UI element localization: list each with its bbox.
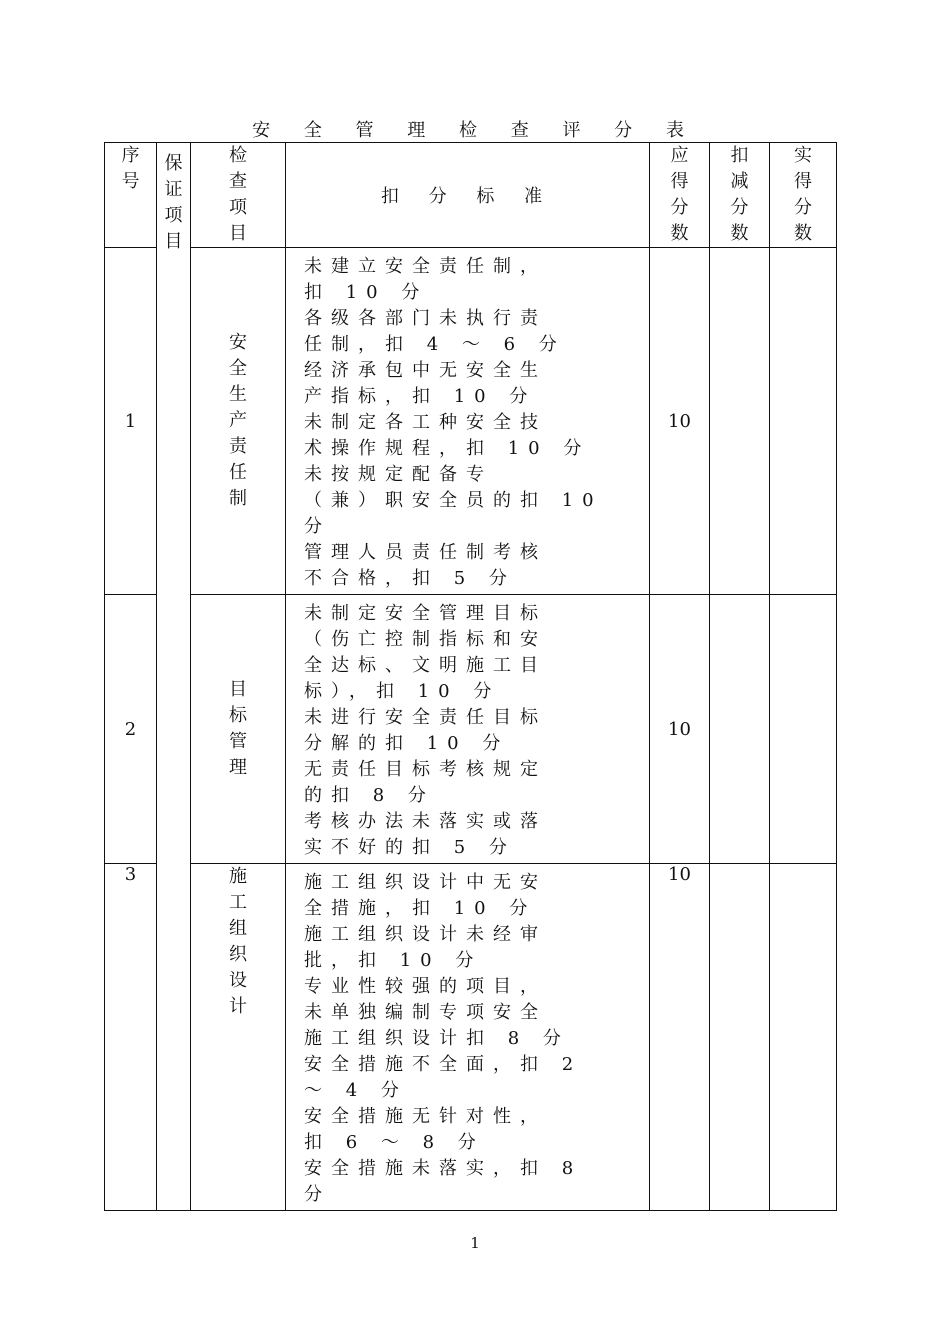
- row-deduct-score: [710, 864, 770, 1211]
- criteria-line: （兼）职安全员的扣 10: [304, 490, 603, 511]
- header-criteria: 扣 分 标 准: [286, 143, 650, 248]
- criteria-line: 产指标，扣 10 分: [304, 386, 537, 407]
- criteria-line: 未制定各工种安全技: [304, 412, 547, 433]
- row-check-item: 目 标 管 理: [191, 595, 286, 864]
- criteria-line: 标），扣 10 分: [304, 681, 501, 702]
- criteria-line: 管理人员责任制考核: [304, 542, 547, 563]
- criteria-line: 考核办法未落实或落: [304, 811, 547, 832]
- criteria-line: 施工组织设计未经审: [304, 924, 547, 945]
- group-label-cell: [157, 143, 191, 1211]
- criteria-line: 任制，扣 4 ～ 6 分: [304, 334, 566, 355]
- criteria-line: 不合格，扣 5 分: [304, 568, 516, 589]
- page-number: 1: [470, 1234, 480, 1252]
- header-row: [105, 143, 837, 248]
- header-seq: 序 号: [105, 143, 157, 248]
- criteria-line: 安全措施不全面，扣 2: [304, 1054, 583, 1075]
- criteria-line: 分: [304, 1184, 331, 1205]
- header-actual-score: 实 得 分 数: [770, 143, 837, 248]
- criteria-line: 专业性较强的项目，: [304, 976, 547, 997]
- criteria-line: ～ 4 分: [304, 1080, 408, 1101]
- criteria-line: 安全措施未落实，扣 8: [304, 1158, 583, 1179]
- header-should-score: 应 得 分 数: [650, 143, 710, 248]
- criteria-line: 无责任目标考核规定: [304, 759, 547, 780]
- criteria-line: 实不好的扣 5 分: [304, 837, 516, 858]
- criteria-line: 施工组织设计中无安: [304, 872, 547, 893]
- criteria-line: 未建立安全责任制，: [304, 256, 547, 277]
- criteria-line: 未单独编制专项安全: [304, 1002, 547, 1023]
- row-should-score: 10: [650, 248, 710, 595]
- row-seq: 2: [105, 595, 157, 864]
- criteria-line: 扣 6 ～ 8 分: [304, 1132, 485, 1153]
- table-row: [105, 595, 837, 864]
- criteria-line: 批，扣 10 分: [304, 950, 483, 971]
- document-title: 安 全 管 理 检 查 评 分 表: [252, 120, 698, 141]
- criteria-line: 各级各部门未执行责: [304, 308, 547, 329]
- header-deduct-score: 扣 减 分 数: [710, 143, 770, 248]
- row-check-item: 施 工 组 织 设 计: [191, 864, 286, 1211]
- criteria-line: 安全措施无针对性，: [304, 1106, 547, 1127]
- row-actual-score: [770, 248, 837, 595]
- header-check-item: 检 查 项 目: [191, 143, 286, 248]
- row-criteria: [286, 864, 650, 1211]
- criteria-line: 分: [304, 516, 331, 537]
- row-should-score: 10: [650, 864, 710, 1211]
- criteria-line: （伤亡控制指标和安: [304, 629, 547, 650]
- row-criteria: [286, 248, 650, 595]
- row-check-item: 安 全 生 产 责 任 制: [191, 248, 286, 595]
- table-row: [105, 248, 837, 595]
- row-deduct-score: [710, 595, 770, 864]
- criteria-line: 未制定安全管理目标: [304, 603, 547, 624]
- row-should-score: 10: [650, 595, 710, 864]
- row-criteria: [286, 595, 650, 864]
- row-seq: 3: [105, 864, 157, 1211]
- row-actual-score: [770, 864, 837, 1211]
- row-deduct-score: [710, 248, 770, 595]
- row-seq: 1: [105, 248, 157, 595]
- row-actual-score: [770, 595, 837, 864]
- safety-scoring-table: [104, 142, 837, 1211]
- criteria-line: 的扣 8 分: [304, 785, 435, 806]
- table-row: [105, 864, 837, 1211]
- criteria-line: 全措施，扣 10 分: [304, 898, 537, 919]
- criteria-line: 未进行安全责任目标: [304, 707, 547, 728]
- criteria-line: 术操作规程，扣 10 分: [304, 438, 591, 459]
- criteria-line: 全达标、文明施工目: [304, 655, 547, 676]
- group-label: 保 证 项 目: [164, 153, 183, 252]
- criteria-line: 扣 10 分: [304, 282, 429, 303]
- criteria-line: 经济承包中无安全生: [304, 360, 547, 381]
- criteria-line: 分解的扣 10 分: [304, 733, 510, 754]
- criteria-line: 施工组织设计扣 8 分: [304, 1028, 570, 1049]
- criteria-line: 未按规定配备专: [304, 464, 493, 485]
